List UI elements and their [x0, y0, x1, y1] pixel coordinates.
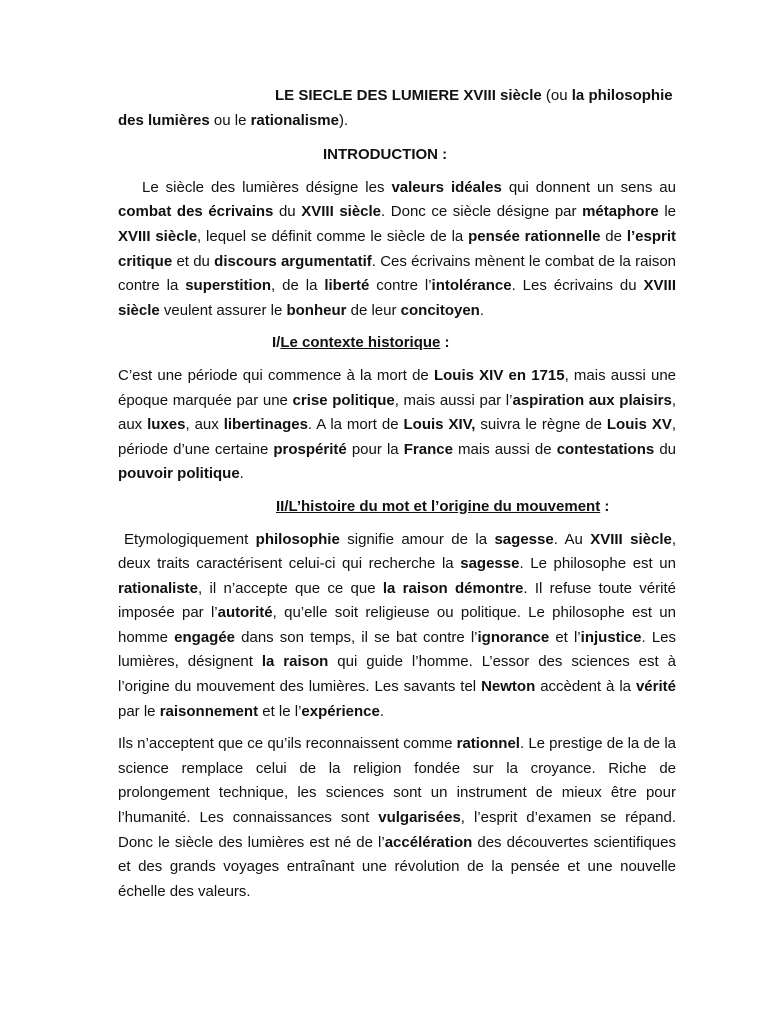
document-page — [118, 84, 676, 912]
introduction-paragraph: Le siècle des lumières désigne les valeurs idéales qui donnent un sens au combat des écrivains du XVIII siècle. Donc ce siècle désigne par métaphore le XVIII siècle, lequel se définit comme le siècle de la pensée rationnelle de l’esprit critique et du discours argumentatif. Ces écrivains mènent le combat de la raison contre la superstition, de la liberté contre l’intolérance. Les écrivains du XVIII siècle veulent assurer le bonheur de leur concitoyen. — [118, 178, 677, 319]
introduction-heading: INTRODUCTION : — [323, 146, 448, 164]
title-main: LE SIECLE DES LUMIERE XVIII siècle — [275, 87, 542, 104]
section-1-paragraph: C’est une période qui commence à la mort de Louis XIV en 1715, mais aussi une époque marquée par une crise politique, mais aussi par l’aspiration aux plaisirs, aux luxes, aux libertinages. A la mort de Louis XIV, suivra le règne de Louis XV, période d’une certaine prospérité pour la France mais aussi de contestations du pouvoir politique. — [118, 366, 677, 483]
section-2-heading: II/L’histoire du mot et l’origine du mouvement : — [276, 497, 610, 515]
document-title: LE SIECLE DES LUMIERE XVIII siècle (ou la philosophie des lumières ou le rationalisme). — [118, 87, 673, 129]
section-1-heading: I/Le contexte historique : — [272, 334, 450, 352]
section-2-paragraph-1: Etymologiquement philosophie signifie amour de la sagesse. Au XVIII siècle, deux traits caractérisent celui-ci qui recherche la sagesse. Le philosophe est un rationaliste, il n’accepte que ce que la raison démontre. Il refuse toute vérité imposée par l’autorité, qu’elle soit religieuse ou politique. Le philosophe est un homme engagée dans son temps, il se bat contre l’ignorance et l’injustice. Les lumières, désignent la raison qui guide l’homme. L’essor des sciences est à l’origine du mouvement des lumières. Les savants tel Newton accèdent à la vérité par le raisonnement et le l’expérience. — [118, 530, 677, 720]
section-2-paragraph-2: Ils n’acceptent que ce qu’ils reconnaissent comme rationnel. Le prestige de la de la science remplace celui de la religion fondée sur la croyance. Riche de prolongement technique, les sciences sont un instrument de mieux être pour l’humanité. Les connaissances sont vulgarisées, l’esprit d’examen se répand. Donc le siècle des lumières est né de l’accélération des découvertes scientifiques et des grands voyages entraînant une révolution de la pensée et une nouvelle échelle des valeurs. — [118, 735, 676, 900]
